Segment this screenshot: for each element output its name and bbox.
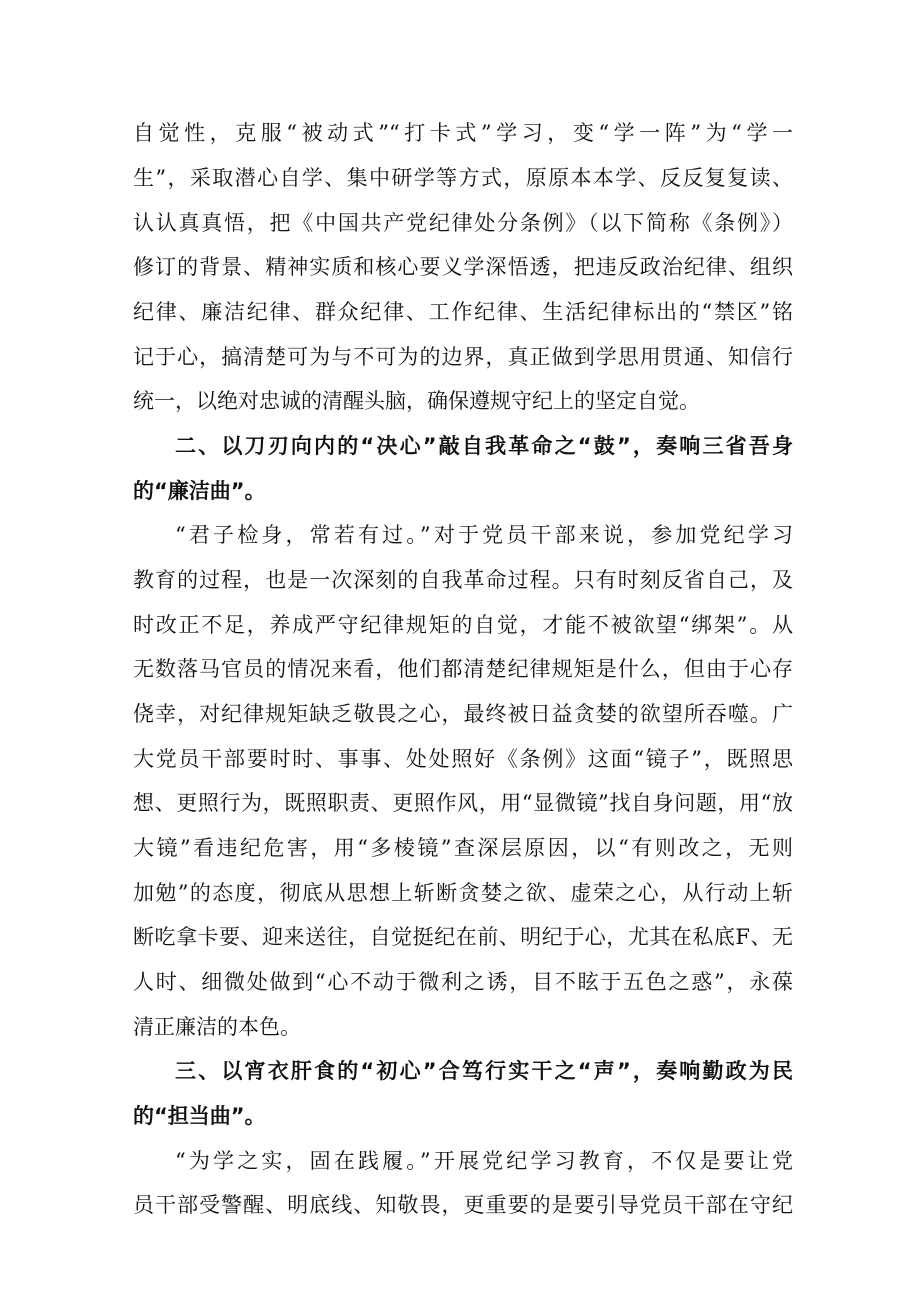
section-heading-3-line-2: 的“担当曲”。 [133, 1104, 266, 1128]
paragraph-2-line-1: “君子检身，常若有过。”对于党员干部来说，参加党纪学习 [175, 523, 793, 547]
paragraph-1-line-2: 生”，采取潜心自学、集中研学等方式，原原本本学、反反复复读、 [133, 166, 793, 190]
paragraph-1-line-4: 修订的背景、精神实质和核心要义学深悟透，把违反政治纪律、组织 [133, 255, 793, 279]
paragraph-2-line-3: 时改正不足，养成严守纪律规矩的自觉，才能不被欲望“绑架”。从 [133, 613, 793, 637]
paragraph-2-line-6: 大党员干部要时时、事事、处处照好《条例》这面“镜子”，既照思 [133, 747, 793, 771]
paragraph-2-line-11: 人时、细微处做到“心不动于微利之诱，目不眩于五色之惑”，永葆 [133, 970, 793, 994]
paragraph-1-line-3: 认认真真悟，把《中国共产党纪律处分条例》（以下简称《条例》） [133, 211, 793, 235]
paragraph-2-line-9: 加勉”的态度，彻底从思想上斩断贪婪之欲、虚荣之心，从行动上斩 [133, 881, 793, 905]
paragraph-2-line-5: 侥幸，对纪律规矩缺乏敬畏之心，最终被日益贪婪的欲望所吞噬。广 [133, 702, 793, 726]
section-heading-3-line-1: 三、以宵衣肝食的“初心”合笃行实干之“声”，奏响勤政为民 [175, 1059, 793, 1083]
paragraph-1-line-1: 自觉性，克服“被动式”“打卡式”学习，变“学一阵”为“学一 [133, 121, 793, 145]
paragraph-3-line-1: “为学之实，固在践履。”开展党纪学习教育，不仅是要让党 [175, 1149, 793, 1173]
paragraph-1-line-6: 记于心，搞清楚可为与不可为的边界，真正做到学思用贯通、知信行 [133, 345, 793, 369]
paragraph-2-line-4: 无数落马官员的情况来看，他们都清楚纪律规矩是什么，但由于心存 [133, 657, 793, 681]
paragraph-2-line-2: 教育的过程，也是一次深刻的自我革命过程。只有时刻反省自己，及 [133, 568, 793, 592]
section-heading-2-line-2: 的“廉洁曲”。 [133, 479, 266, 503]
paragraph-1-line-5: 纪律、廉洁纪律、群众纪律、工作纪律、生活纪律标出的“禁区”铭 [133, 300, 793, 324]
paragraph-2-line-12: 清正廉洁的本色。 [133, 1015, 301, 1039]
paragraph-2-line-7: 想、更照行为，既照职责、更照作风，用“显微镜”找自身问题，用“放 [133, 791, 793, 815]
paragraph-1-line-7: 统一，以绝对忠诚的清醒头脑，确保遵规守纪上的坚定自觉。 [133, 389, 700, 413]
paragraph-2-line-8: 大镜”看违纪危害，用“多棱镜”查深层原因，以“有则改之，无则 [133, 836, 793, 860]
section-heading-2-line-1: 二、以刀刃向内的“决心”敲自我革命之“鼓”，奏响三省吾身 [175, 434, 793, 458]
paragraph-3-line-2: 员干部受警醒、明底线、知敬畏，更重要的是要引导党员干部在守纪 [133, 1193, 793, 1217]
paragraph-2-line-10: 断吃拿卡要、迎来送往，自觉挺纪在前、明纪于心，尤其在私底F、无 [133, 925, 793, 949]
